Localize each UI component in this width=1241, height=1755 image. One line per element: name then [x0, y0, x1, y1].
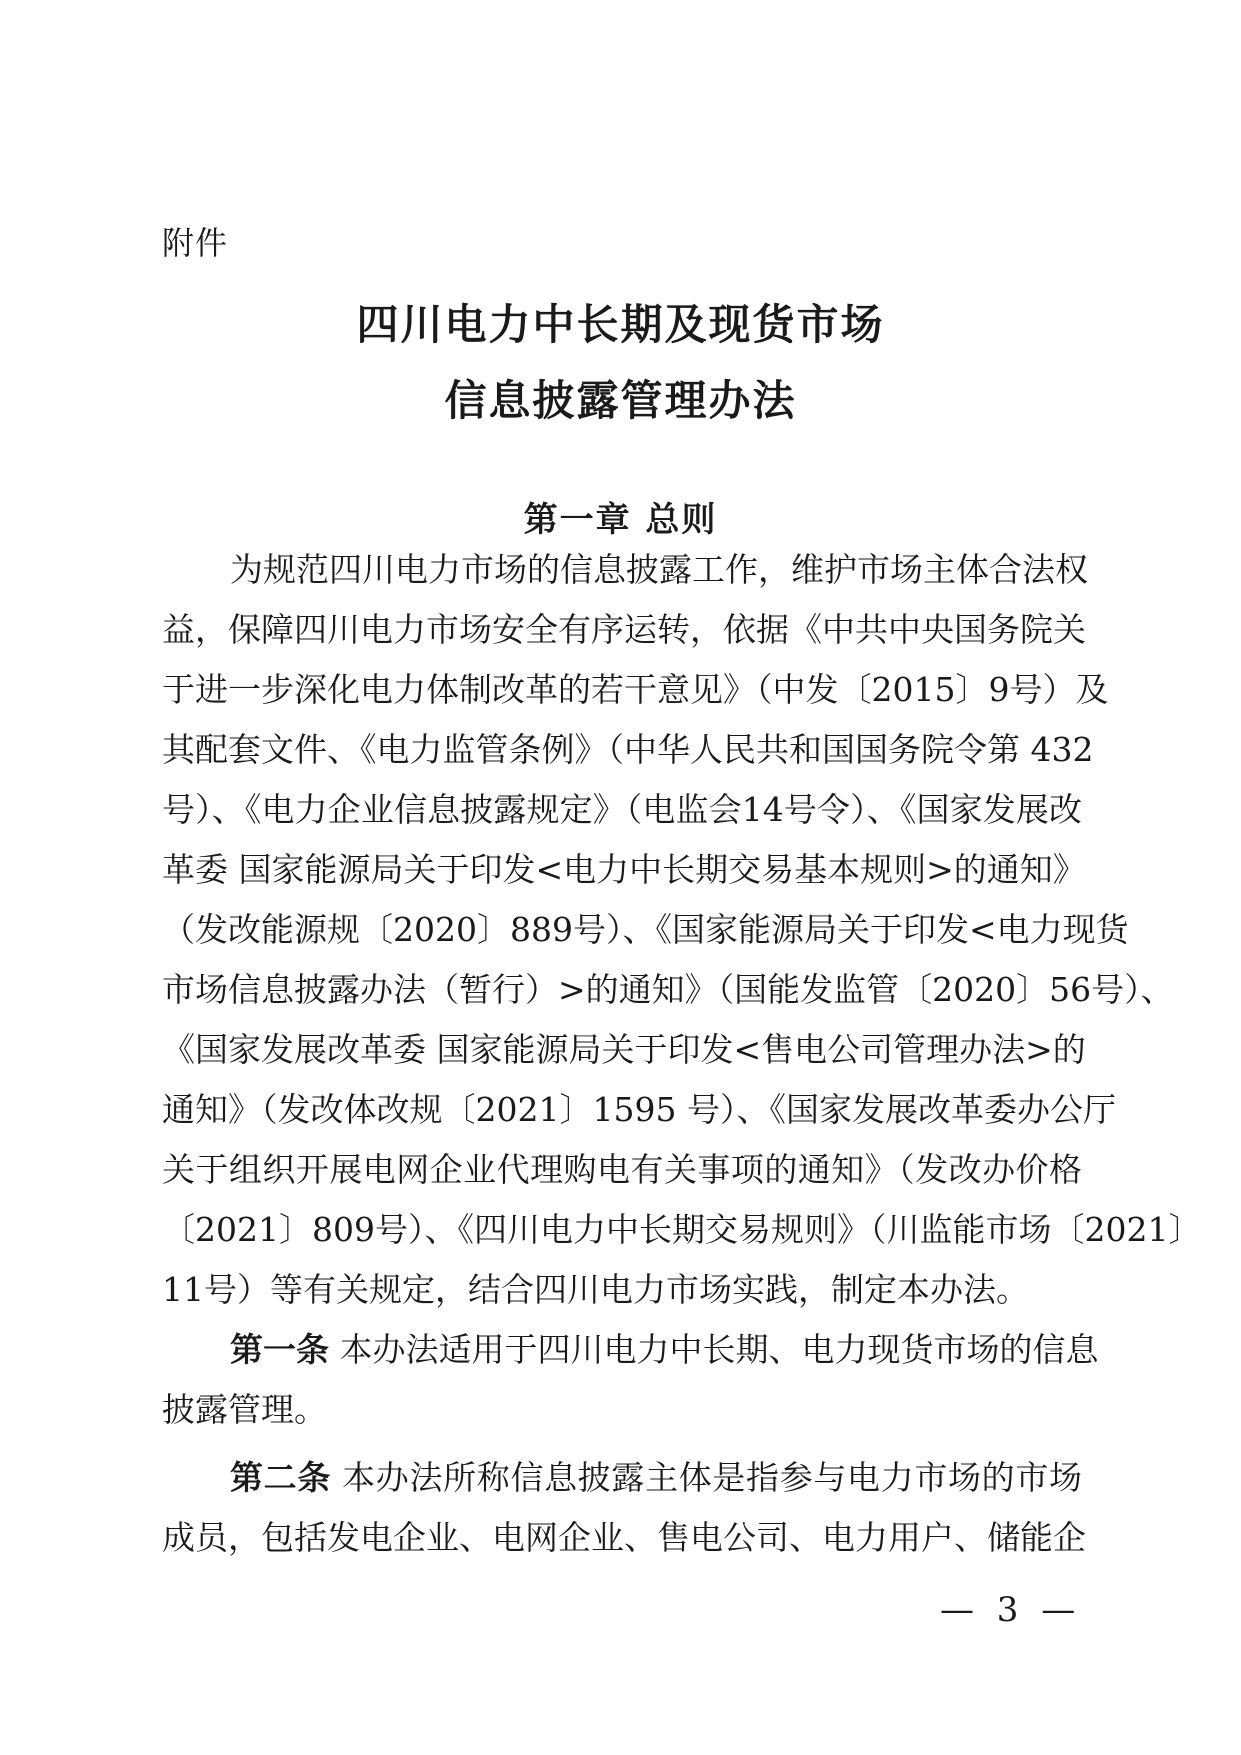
article-1-line-1 — [230, 1328, 1099, 1372]
article-2-line-1 — [230, 1456, 1082, 1500]
article-1-line-2: 披露管理。 — [162, 1390, 327, 1429]
article-1-text: 本办法适用于四川电力中长期、电力现货市场的信息 — [339, 1330, 1099, 1369]
preamble-line: 《国家发展改革委 国家能源局关于印发<售电公司管理办法>的 — [162, 1030, 1086, 1069]
preamble-line: 于进一步深化电力体制改革的若干意见》（中发〔2015〕9号）及 — [162, 670, 1109, 709]
preamble-line: 〔2021〕809号）、《四川电力中长期交易规则》（川监能市场〔2021〕 — [162, 1210, 1202, 1249]
article-2-label: 第二条 — [230, 1458, 331, 1497]
preamble-line: 关于组织开展电网企业代理购电有关事项的通知》（发改办价格 — [162, 1150, 1082, 1189]
preamble-line: 通知》（发改体改规〔2021〕1595 号）、《国家发展改革委办公厅 — [162, 1090, 1116, 1129]
article-2-line-2: 成员，包括发电企业、电网企业、售电公司、电力用户、储能企 — [162, 1518, 1086, 1557]
page-number: — 3 — — [940, 1590, 1082, 1630]
preamble-line: 益，保障四川电力市场安全有序运转，依据《中共中央国务院关 — [162, 610, 1086, 649]
preamble-line: 为规范四川电力市场的信息披露工作，维护市场主体合法权 — [230, 550, 1088, 589]
preamble-line: （发改能源规〔2020〕889号）、《国家能源局关于印发<电力现货 — [162, 910, 1129, 949]
preamble-line: 号）、《电力企业信息披露规定》（电监会14号令）、《国家发展改 — [162, 790, 1082, 829]
preamble-line: 其配套文件、《电力监管条例》（中华人民共和国国务院令第 432 — [162, 730, 1094, 769]
document-title-line-1: 四川电力中长期及现货市场 — [356, 300, 885, 349]
preamble-line: 市场信息披露办法（暂行）>的通知》（国能发监管〔2020〕56号）、 — [162, 970, 1174, 1009]
attachment-label: 附件 — [162, 224, 229, 262]
article-2-text: 本办法所称信息披露主体是指参与电力市场的市场 — [342, 1458, 1083, 1497]
article-1-label: 第一条 — [230, 1330, 329, 1369]
document-title-line-2: 信息披露管理办法 — [444, 376, 797, 425]
chapter-heading: 第一章 总则 — [523, 500, 718, 540]
preamble-line: 革委 国家能源局关于印发<电力中长期交易基本规则>的通知》 — [162, 850, 1086, 889]
preamble-line: 11号）等有关规定，结合四川电力市场实践，制定本办法。 — [162, 1270, 1029, 1309]
